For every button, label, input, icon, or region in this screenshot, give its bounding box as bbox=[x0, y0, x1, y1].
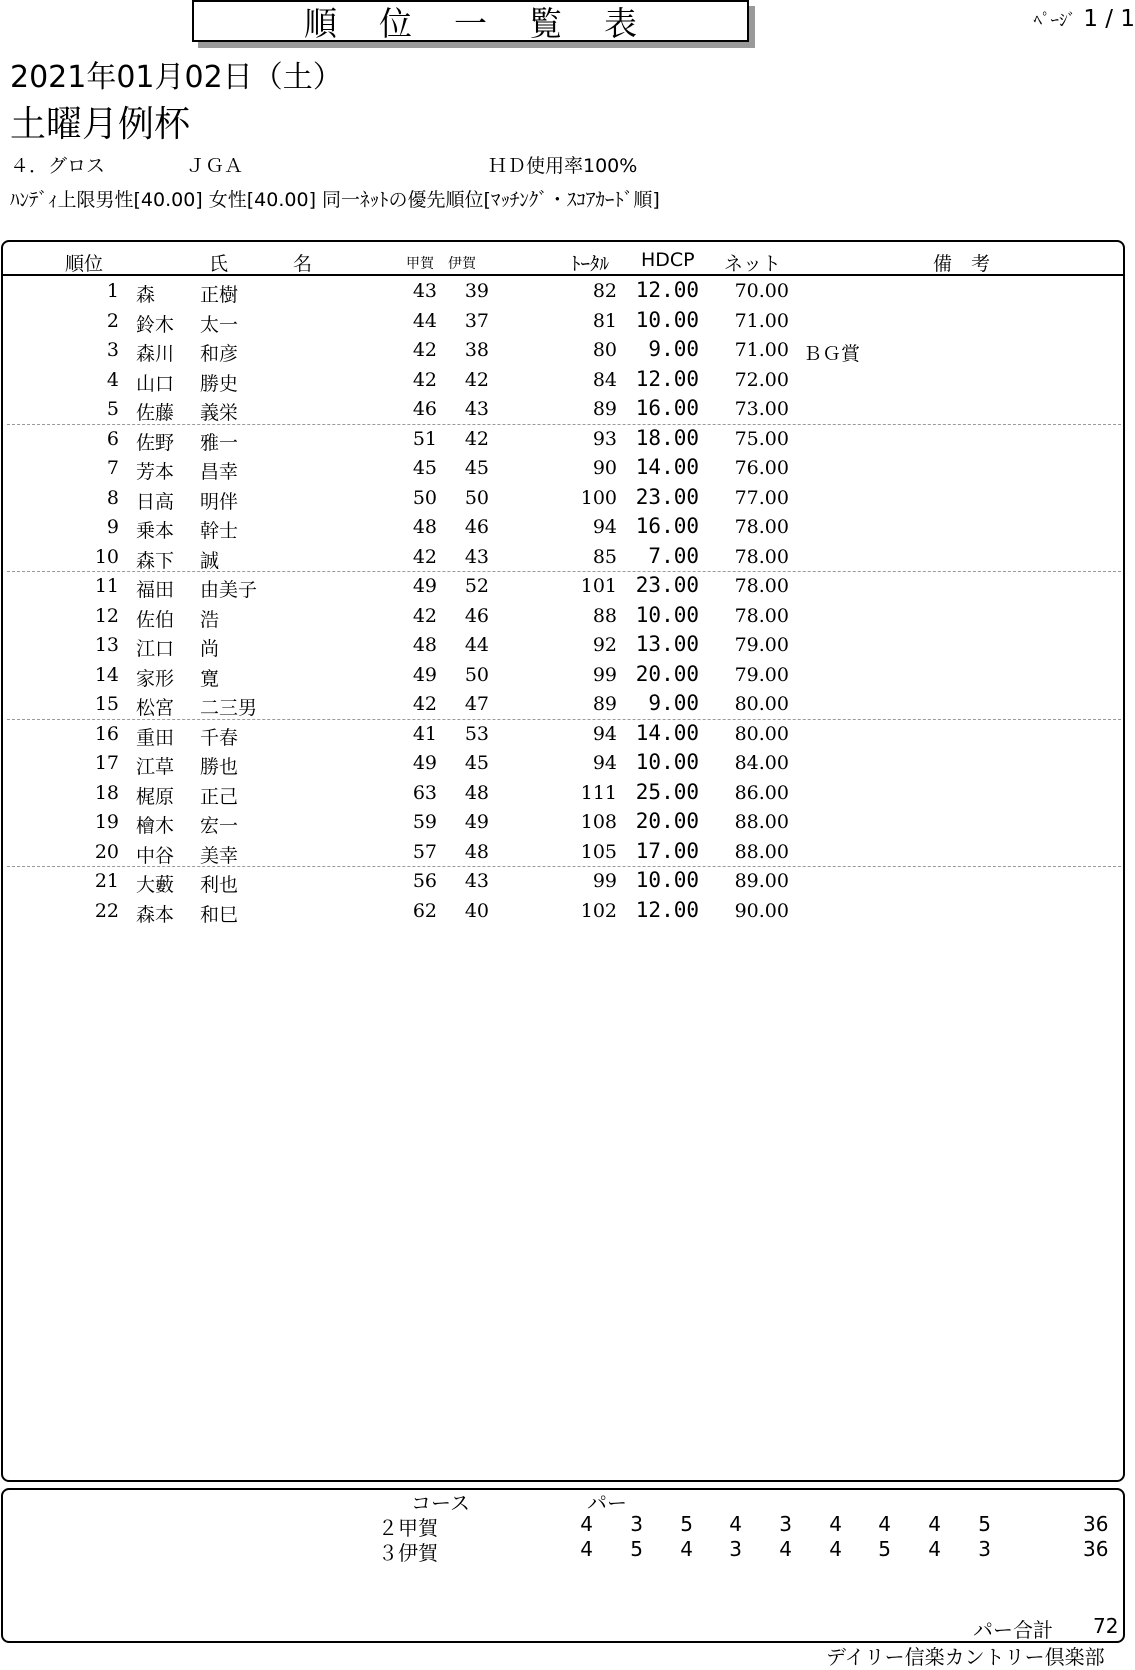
results-table bbox=[1, 240, 1125, 1482]
rank-cell: 15 bbox=[94, 693, 119, 715]
total-cell: 88 bbox=[592, 604, 617, 627]
net-cell: 80.00 bbox=[734, 722, 789, 745]
hole-par: 4 bbox=[580, 1512, 593, 1536]
given-name-cell: 太一 bbox=[200, 313, 239, 336]
total-cell: 89 bbox=[592, 398, 617, 420]
col-net: ネット bbox=[724, 253, 782, 275]
format-type: ４．グロス bbox=[10, 155, 106, 177]
hdcp-cell: 9.00 bbox=[648, 691, 699, 715]
total-cell: 102 bbox=[580, 899, 617, 922]
iga-score-cell: 39 bbox=[464, 280, 489, 302]
koga-score-cell: 49 bbox=[412, 752, 437, 774]
hdcp-cell: 16.00 bbox=[635, 396, 699, 420]
total-cell: 84 bbox=[592, 368, 617, 391]
given-name-cell: 宏一 bbox=[200, 815, 239, 837]
hdcp-cell: 25.00 bbox=[635, 779, 699, 804]
rank-cell: 1 bbox=[106, 280, 119, 302]
koga-score-cell: 43 bbox=[412, 280, 437, 302]
hdcp-cell: 12.00 bbox=[635, 278, 699, 302]
iga-score-cell: 42 bbox=[464, 368, 489, 391]
rank-cell: 11 bbox=[94, 575, 119, 597]
col-hdcp: HDCP bbox=[641, 249, 695, 271]
surname-cell: 森下 bbox=[136, 549, 175, 572]
table-row bbox=[3, 866, 1123, 896]
given-name-cell: 正樹 bbox=[200, 284, 239, 306]
rank-cell: 16 bbox=[94, 722, 119, 745]
koga-score-cell: 48 bbox=[412, 634, 437, 656]
net-cell: 77.00 bbox=[734, 486, 789, 509]
surname-cell: 日高 bbox=[136, 490, 175, 513]
hdcp-cell: 20.00 bbox=[635, 809, 699, 833]
iga-score-cell: 45 bbox=[464, 752, 489, 774]
total-cell: 94 bbox=[592, 722, 617, 745]
table-row bbox=[3, 837, 1123, 867]
total-cell: 92 bbox=[592, 634, 617, 656]
course-name: ２甲賀 bbox=[378, 1516, 438, 1540]
total-cell: 111 bbox=[580, 781, 617, 804]
table-row bbox=[3, 306, 1123, 336]
koga-score-cell: 63 bbox=[412, 781, 437, 804]
hd-rate: ＨＤ使用率100% bbox=[488, 155, 638, 177]
net-cell: 72.00 bbox=[734, 368, 789, 391]
koga-score-cell: 42 bbox=[412, 339, 437, 361]
surname-cell: 芳本 bbox=[136, 461, 175, 483]
table-row bbox=[3, 512, 1123, 542]
hdcp-cell: 14.00 bbox=[635, 720, 699, 745]
total-cell: 81 bbox=[592, 309, 617, 332]
hdcp-cell: 9.00 bbox=[648, 337, 699, 361]
koga-score-cell: 56 bbox=[412, 870, 437, 892]
total-cell: 90 bbox=[592, 457, 617, 479]
page-indicator bbox=[985, 6, 1135, 32]
col-remarks-1: 備 bbox=[933, 253, 953, 275]
hdcp-cell: 10.00 bbox=[635, 307, 699, 332]
total-cell: 99 bbox=[592, 870, 617, 892]
hdcp-cell: 23.00 bbox=[635, 484, 699, 509]
rank-cell: 13 bbox=[94, 634, 119, 656]
total-cell: 94 bbox=[592, 752, 617, 774]
koga-score-cell: 51 bbox=[412, 427, 437, 450]
table-row bbox=[3, 778, 1123, 808]
iga-score-cell: 48 bbox=[464, 840, 489, 863]
hole-par: 4 bbox=[779, 1537, 792, 1561]
table-row bbox=[3, 689, 1123, 719]
table-row bbox=[3, 365, 1123, 395]
koga-score-cell: 41 bbox=[412, 722, 437, 745]
net-cell: 73.00 bbox=[734, 398, 789, 420]
surname-cell: 中谷 bbox=[136, 844, 175, 867]
hole-par: 5 bbox=[978, 1512, 991, 1536]
hdcp-cell: 12.00 bbox=[635, 366, 699, 391]
rank-cell: 2 bbox=[106, 309, 119, 332]
surname-cell: 鈴木 bbox=[136, 313, 175, 336]
hole-par: 5 bbox=[878, 1537, 891, 1561]
remarks-cell: ＢＧ賞 bbox=[803, 343, 861, 365]
iga-score-cell: 38 bbox=[464, 339, 489, 361]
given-name-cell: 正己 bbox=[200, 785, 239, 808]
koga-score-cell: 42 bbox=[412, 368, 437, 391]
given-name-cell: 幹士 bbox=[200, 520, 239, 542]
club-name: デイリー信楽カントリー倶楽部 bbox=[826, 1645, 1105, 1669]
hole-par: 4 bbox=[928, 1537, 941, 1561]
iga-score-cell: 47 bbox=[464, 693, 489, 715]
table-row bbox=[3, 571, 1123, 601]
col-name-1: 氏 bbox=[209, 253, 229, 275]
hole-par: 3 bbox=[978, 1537, 991, 1561]
iga-score-cell: 49 bbox=[464, 811, 489, 833]
koga-score-cell: 42 bbox=[412, 693, 437, 715]
net-cell: 70.00 bbox=[734, 280, 789, 302]
surname-cell: 乗本 bbox=[136, 520, 175, 542]
surname-cell: 家形 bbox=[136, 667, 175, 690]
table-row bbox=[3, 807, 1123, 837]
rank-cell: 14 bbox=[94, 663, 119, 686]
given-name-cell: 和巳 bbox=[200, 903, 239, 926]
hdcp-cell: 17.00 bbox=[635, 838, 699, 863]
total-cell: 99 bbox=[592, 663, 617, 686]
iga-score-cell: 45 bbox=[464, 457, 489, 479]
table-row bbox=[3, 424, 1123, 454]
surname-cell: 松宮 bbox=[136, 697, 175, 719]
page-value: 1 / 1 bbox=[1083, 6, 1135, 32]
table-row bbox=[3, 483, 1123, 513]
rank-cell: 5 bbox=[106, 398, 119, 420]
rank-cell: 12 bbox=[94, 604, 119, 627]
rank-cell: 4 bbox=[106, 368, 119, 391]
hole-par: 4 bbox=[829, 1512, 842, 1536]
iga-score-cell: 43 bbox=[464, 545, 489, 568]
iga-score-cell: 44 bbox=[464, 634, 489, 656]
table-row bbox=[3, 896, 1123, 926]
rank-cell: 17 bbox=[94, 752, 119, 774]
competition-name: 土曜月例杯 bbox=[10, 104, 191, 145]
par-total-label: パー合計 bbox=[973, 1618, 1053, 1642]
net-cell: 88.00 bbox=[734, 840, 789, 863]
koga-score-cell: 59 bbox=[412, 811, 437, 833]
total-cell: 85 bbox=[592, 545, 617, 568]
koga-score-cell: 42 bbox=[412, 545, 437, 568]
surname-cell: 梶原 bbox=[136, 785, 175, 808]
surname-cell: 檜木 bbox=[136, 815, 175, 837]
net-cell: 79.00 bbox=[734, 663, 789, 686]
table-row bbox=[3, 394, 1123, 424]
surname-cell: 森本 bbox=[136, 903, 175, 926]
hdcp-cell: 12.00 bbox=[635, 897, 699, 922]
koga-score-cell: 45 bbox=[412, 457, 437, 479]
surname-cell: 江口 bbox=[136, 638, 175, 660]
iga-score-cell: 53 bbox=[464, 722, 489, 745]
given-name-cell: 由美子 bbox=[200, 579, 258, 601]
col-iga: 伊賀 bbox=[448, 256, 476, 272]
given-name-cell: 尚 bbox=[200, 638, 220, 660]
iga-score-cell: 40 bbox=[464, 899, 489, 922]
table-header bbox=[3, 242, 1123, 276]
net-cell: 78.00 bbox=[734, 545, 789, 568]
given-name-cell: 寛 bbox=[200, 667, 220, 690]
total-cell: 80 bbox=[592, 339, 617, 361]
hdcp-cell: 23.00 bbox=[635, 573, 699, 597]
koga-score-cell: 49 bbox=[412, 575, 437, 597]
table-row bbox=[3, 660, 1123, 690]
net-cell: 90.00 bbox=[734, 899, 789, 922]
net-cell: 88.00 bbox=[734, 811, 789, 833]
iga-score-cell: 46 bbox=[464, 604, 489, 627]
iga-score-cell: 37 bbox=[464, 309, 489, 332]
given-name-cell: 誠 bbox=[200, 549, 220, 572]
net-cell: 71.00 bbox=[734, 309, 789, 332]
net-cell: 78.00 bbox=[734, 516, 789, 538]
koga-score-cell: 48 bbox=[412, 516, 437, 538]
col-koga: 甲賀 bbox=[406, 256, 434, 272]
hdcp-cell: 18.00 bbox=[635, 425, 699, 450]
total-cell: 82 bbox=[592, 280, 617, 302]
rank-cell: 20 bbox=[94, 840, 119, 863]
koga-score-cell: 46 bbox=[412, 398, 437, 420]
given-name-cell: 昌幸 bbox=[200, 461, 239, 483]
iga-score-cell: 50 bbox=[464, 663, 489, 686]
koga-score-cell: 42 bbox=[412, 604, 437, 627]
hole-par: 4 bbox=[729, 1512, 742, 1536]
hole-par: 4 bbox=[829, 1537, 842, 1561]
col-remarks-2: 考 bbox=[971, 253, 991, 275]
rank-cell: 7 bbox=[106, 457, 119, 479]
page-label: ﾍﾟｰｼﾞ bbox=[1033, 11, 1077, 31]
iga-score-cell: 43 bbox=[464, 398, 489, 420]
handicap-note: ﾊﾝﾃﾞｨ上限男性[40.00] 女性[40.00] 同一ﾈｯﾄの優先順位[ﾏｯﾁﾝｸﾞ・ｽｺｱｶｰﾄﾞ順] bbox=[10, 189, 660, 211]
given-name-cell: 明伴 bbox=[200, 490, 239, 513]
hdcp-cell: 13.00 bbox=[635, 632, 699, 656]
course-label: コース bbox=[411, 1491, 470, 1515]
koga-score-cell: 44 bbox=[412, 309, 437, 332]
hdcp-cell: 20.00 bbox=[635, 661, 699, 686]
net-cell: 71.00 bbox=[734, 339, 789, 361]
hdcp-cell: 14.00 bbox=[635, 455, 699, 479]
hole-par: 3 bbox=[779, 1512, 792, 1536]
report-title: 順位一覧表 bbox=[192, 0, 749, 42]
table-row bbox=[3, 276, 1123, 306]
hole-par: 3 bbox=[630, 1512, 643, 1536]
hdcp-cell: 10.00 bbox=[635, 602, 699, 627]
total-cell: 93 bbox=[592, 427, 617, 450]
hole-par: 4 bbox=[680, 1537, 693, 1561]
hole-par: 5 bbox=[630, 1537, 643, 1561]
surname-cell: 佐伯 bbox=[136, 608, 175, 631]
hdcp-cell: 16.00 bbox=[635, 514, 699, 538]
course-par-total: 36 bbox=[1083, 1537, 1109, 1561]
format-line bbox=[10, 151, 1110, 175]
table-row bbox=[3, 748, 1123, 778]
net-cell: 76.00 bbox=[734, 457, 789, 479]
table-row bbox=[3, 453, 1123, 483]
hole-par: 4 bbox=[580, 1537, 593, 1561]
given-name-cell: 美幸 bbox=[200, 844, 239, 867]
col-total: ﾄｰﾀﾙ bbox=[571, 253, 610, 275]
surname-cell: 佐野 bbox=[136, 431, 175, 454]
iga-score-cell: 50 bbox=[464, 486, 489, 509]
rank-cell: 3 bbox=[106, 339, 119, 361]
course-par-table bbox=[1, 1488, 1125, 1643]
net-cell: 89.00 bbox=[734, 870, 789, 892]
iga-score-cell: 52 bbox=[464, 575, 489, 597]
given-name-cell: 勝也 bbox=[200, 756, 239, 778]
given-name-cell: 千春 bbox=[200, 726, 239, 749]
rank-cell: 19 bbox=[94, 811, 119, 833]
par-label: パー bbox=[587, 1491, 627, 1515]
net-cell: 84.00 bbox=[734, 752, 789, 774]
rank-cell: 10 bbox=[94, 545, 119, 568]
handicap-system: ＪＧＡ bbox=[186, 155, 244, 177]
iga-score-cell: 42 bbox=[464, 427, 489, 450]
course-par-total: 36 bbox=[1083, 1512, 1109, 1536]
surname-cell: 森川 bbox=[136, 343, 175, 365]
rank-cell: 22 bbox=[94, 899, 119, 922]
hdcp-cell: 7.00 bbox=[648, 543, 699, 568]
given-name-cell: 勝史 bbox=[200, 372, 239, 395]
table-row bbox=[3, 601, 1123, 631]
koga-score-cell: 57 bbox=[412, 840, 437, 863]
table-row bbox=[3, 630, 1123, 660]
given-name-cell: 義栄 bbox=[200, 402, 239, 424]
surname-cell: 山口 bbox=[136, 372, 175, 395]
total-cell: 105 bbox=[580, 840, 617, 863]
net-cell: 78.00 bbox=[734, 604, 789, 627]
rank-cell: 18 bbox=[94, 781, 119, 804]
col-name-2: 名 bbox=[293, 253, 313, 275]
koga-score-cell: 62 bbox=[412, 899, 437, 922]
rank-cell: 8 bbox=[106, 486, 119, 509]
hole-par: 3 bbox=[729, 1537, 742, 1561]
net-cell: 75.00 bbox=[734, 427, 789, 450]
given-name-cell: 雅一 bbox=[200, 431, 239, 454]
surname-cell: 江草 bbox=[136, 756, 175, 778]
hdcp-cell: 10.00 bbox=[635, 750, 699, 774]
total-cell: 101 bbox=[580, 575, 617, 597]
table-row bbox=[3, 335, 1123, 365]
rank-cell: 9 bbox=[106, 516, 119, 538]
given-name-cell: 和彦 bbox=[200, 343, 239, 365]
iga-score-cell: 43 bbox=[464, 870, 489, 892]
rank-cell: 6 bbox=[106, 427, 119, 450]
net-cell: 80.00 bbox=[734, 693, 789, 715]
given-name-cell: 利也 bbox=[200, 874, 239, 896]
surname-cell: 森 bbox=[136, 284, 156, 306]
total-cell: 89 bbox=[592, 693, 617, 715]
given-name-cell: 浩 bbox=[200, 608, 220, 631]
surname-cell: 重田 bbox=[136, 726, 175, 749]
table-row bbox=[3, 719, 1123, 749]
net-cell: 78.00 bbox=[734, 575, 789, 597]
hole-par: 4 bbox=[928, 1512, 941, 1536]
col-rank: 順位 bbox=[65, 253, 104, 275]
table-row bbox=[3, 542, 1123, 572]
net-cell: 86.00 bbox=[734, 781, 789, 804]
hole-par: 5 bbox=[680, 1512, 693, 1536]
event-date: 2021年01月02日（土） bbox=[10, 60, 343, 95]
iga-score-cell: 46 bbox=[464, 516, 489, 538]
koga-score-cell: 49 bbox=[412, 663, 437, 686]
given-name-cell: 二三男 bbox=[200, 697, 258, 719]
surname-cell: 佐藤 bbox=[136, 402, 175, 424]
rank-cell: 21 bbox=[94, 870, 119, 892]
net-cell: 79.00 bbox=[734, 634, 789, 656]
koga-score-cell: 50 bbox=[412, 486, 437, 509]
course-name: ３伊賀 bbox=[378, 1541, 438, 1565]
hole-par: 4 bbox=[878, 1512, 891, 1536]
surname-cell: 大藪 bbox=[136, 874, 175, 896]
total-cell: 108 bbox=[580, 811, 617, 833]
par-total-value: 72 bbox=[1093, 1614, 1119, 1638]
hdcp-cell: 10.00 bbox=[635, 868, 699, 892]
surname-cell: 福田 bbox=[136, 579, 175, 601]
iga-score-cell: 48 bbox=[464, 781, 489, 804]
total-cell: 94 bbox=[592, 516, 617, 538]
total-cell: 100 bbox=[580, 486, 617, 509]
